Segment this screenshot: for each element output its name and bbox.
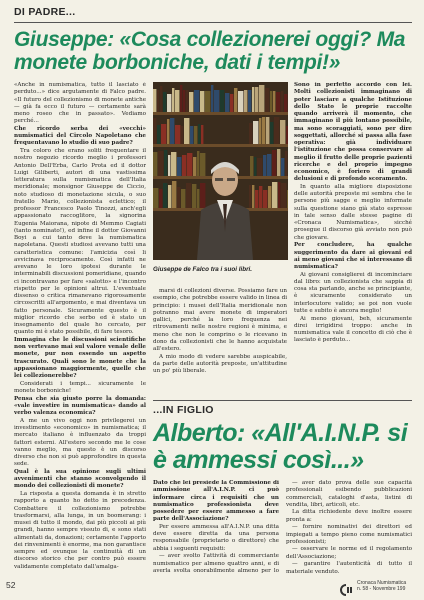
book-spine [180, 85, 182, 112]
section-divider [14, 22, 412, 23]
book-spine [281, 91, 283, 112]
book-spine [270, 91, 272, 112]
book-spine [267, 154, 271, 176]
interview-answer: Tra coloro che erano soliti frequentare il nostro negozio ricordo meglio i professori Antonio Dell'Erba, Carlo Prota ed il dottor Luigi Giliberti, autori di una vastissima letteratura sulla numismatica dell'Italia meridionale; monsignor Giuseppe de Ciccio, noto studioso di monetazione sicula, o suo fratello Mario, collezionista eclettico; il professor Francesco Paolo Tinozzi, anch'egli appassionato raccoglitore, la signorina Eugenia Maiorana, nipote di Memmo Cagiati (tanto nominato!), ed infine il dottor Giovanni Boyi a cui tanto deve la numismatica napoletana. Questi studiosi avevano tutti una caratteristica comune: l'amicizia così li avvicinava reciprocamente. Così infatti ne avevano le loro ipotesi durante le interminabili discussioni pomeridiane, quando ci incontravano per fare «salotto» e l'incontro rispetto per le opinioni altrui. L'eventuale dissenso o critica rimanevano rigorosamente circoscritti all'argomento, e mai diventava un fatto personale. Sicuramente questo è il miglior ricordo che serbo ed è stato un insegnamento del quale ho cercato, per quanto mi è stato possibile, di fare tesoro. [14, 148, 146, 336]
book-spine [262, 117, 265, 144]
book-spine [270, 122, 273, 144]
interview-answer: — osservare le norme ed il regolamento dell'Associazione; [286, 546, 412, 560]
page-number: 52 [6, 580, 16, 590]
book-spine [168, 155, 170, 176]
footer-magazine-name: Cronaca Numismatica [357, 580, 407, 586]
book-spine [286, 126, 288, 144]
book-spine [153, 118, 156, 144]
book-spine [259, 186, 262, 208]
book-spine [252, 185, 254, 208]
book-spine [274, 117, 279, 144]
book-spine [285, 151, 287, 176]
book-spine [200, 153, 205, 176]
interview-answer: — aver svolto l'attività di commerciante numismatico per almeno quattro anni, e di averla svolta onorabilmente almeno per lo [153, 553, 279, 574]
book-spine [181, 189, 185, 208]
article2-column-1 [153, 480, 279, 575]
interview-question: Sono in perfetto accordo con lei. Molti collezionisti immaginano di poter lasciare a qualche Istituzione dello Stato le proprie raccolte quando arriverà il momento, che immaginano il più lontano possibile, ma sono scoraggiati, sono per dire soggettati, allorché si passa alla fase operativa: già individuare l'istituzione che possa conservare al meglio il frutto delle proprie pazienti ricerche e del proprio impegno economico, è foriero di grandi delusioni e di profondo scoramento. [294, 82, 412, 183]
book-spine [153, 89, 156, 112]
book-spine [161, 124, 166, 144]
book-spine [244, 90, 247, 112]
book-spine [200, 91, 204, 112]
book-spine [153, 188, 158, 208]
interview-question: Immagina che le discussioni scientifiche non vertevano mai sul valore venale delle monete, pur non essendo un aspetto trascurato. Quali sono le monete che la appassionano maggiormente, quelle che lei collezionerebbe? [14, 336, 146, 380]
footer-issue: n. 58 - Novembre 199 [357, 586, 406, 592]
book-spine [201, 125, 203, 144]
article1-column-3 [294, 82, 412, 396]
book-spine [153, 152, 157, 176]
book-spine [192, 184, 196, 208]
book-spine [172, 181, 176, 208]
interview-answer: A mio modo di vedere sarebbe auspicabile, da parte delle autorità preposte, un'attitudine un po' più liberale. [153, 353, 287, 375]
book-spine [175, 90, 179, 112]
book-spine [255, 87, 258, 112]
book-spine [254, 157, 256, 176]
book-spine [266, 117, 269, 144]
interview-answer: In quanto alla migliore disposizione delle autorità preposte mi sembra che le persone più sagge e meglio informate sulla questione siano già stato espresse in tale senso dalle stesse pagine di «Cronaca Numismatica», sicché prosegue il discorso già avviato non può che giovare. [294, 183, 412, 241]
book-spine [234, 88, 237, 112]
book-spine [194, 90, 199, 112]
book-spine [249, 185, 251, 208]
interview-answer: Considerati i tempi... sicuramente le monete borboniche! [14, 380, 146, 395]
book-spine [171, 152, 176, 176]
book-spine [248, 90, 251, 112]
book-spine [284, 94, 287, 112]
book-spine [157, 90, 159, 112]
interview-answer: Ai giovani consiglierei di incominciare dal libro: un collezionista che sappia di cosa sta parlando, anche se principiante, è sicuramente considerato un interlocutore valido; se poi non vuole tutte e subito è ancora meglio! [294, 271, 412, 314]
book-spine [214, 90, 219, 112]
book-spine [172, 88, 174, 112]
book-spine [190, 126, 193, 144]
section-label-di-padre: DI PADRE... [14, 6, 76, 18]
book-spine [257, 158, 262, 176]
book-spine [197, 151, 199, 176]
book-spine [272, 150, 276, 176]
book-spine [259, 85, 264, 112]
book-spine [187, 153, 192, 176]
book-spine [253, 121, 258, 144]
book-spine [255, 190, 258, 208]
book-spine [181, 126, 183, 144]
book-spine [281, 158, 284, 176]
book-spine [168, 185, 171, 208]
article1-column-2 [153, 288, 287, 394]
interview-answer: Per essere ammessa all'A.I.N.P. una ditta deve essere diretta da una persona responsabile (proprietario o direttore) che abbia i seguenti requisiti: [153, 523, 279, 552]
book-spine [280, 120, 285, 144]
book-spine [158, 151, 163, 176]
book-spine [281, 183, 286, 208]
book-spine [197, 189, 199, 208]
book-spine [225, 93, 229, 112]
photo-giuseppe-de-falco [153, 82, 288, 260]
interview-answer: La ditta richiedente deve inoltre essere pronta a: [286, 509, 412, 523]
book-spine [211, 85, 213, 112]
book-spine [182, 155, 186, 176]
book-spine [183, 90, 185, 112]
interview-question: Qual è la sua opinione sugli ultimi avvenimenti che stanno sconvolgendo il mondo dei collezionisti di monete? [14, 468, 146, 490]
book-spine [164, 150, 167, 176]
book-spine [163, 92, 166, 112]
interview-question: Che ricordo serba dei «vecchi» numismatici del Circolo Napoletano che frequentavano lo studio di suo padre? [14, 125, 146, 147]
book-spine [272, 182, 277, 208]
book-spine [163, 183, 167, 208]
article2-column-2 [286, 480, 412, 575]
book-spine [167, 94, 171, 112]
book-spine [189, 92, 193, 112]
book-spine [278, 182, 280, 208]
section-label-in-figlio: ...IN FIGLIO [153, 404, 214, 416]
article-lead: «Anche in numismatica, tutto il lasciato è perduto...» dice argutamente di Falco padre. «Il futuro del collezionismo di monete antiche — già fa ecco il futuro — certamente sarà meno roseo che in passato». Vediamo perché... [14, 82, 146, 125]
section-divider-bottom [153, 400, 412, 401]
book-spine [170, 118, 174, 144]
book-spine [263, 155, 266, 176]
interview-answer: — aver dato prova delle sue capacità professionali esibendo pubblicazioni commerciali, cataloghi d'asta, listini di vendita, libri, articoli, etc. [286, 480, 412, 508]
photo-caption: Giuseppe de Falco tra i suoi libri. [153, 266, 253, 273]
book-spine [249, 123, 252, 144]
book-spine [159, 189, 162, 208]
book-spine [276, 92, 280, 112]
book-spine [263, 190, 267, 208]
book-spine [177, 187, 180, 208]
article-title-giuseppe: Giuseppe: «Cosa collezionerei oggi? Ma monete borboniche, dati i tempi!» [14, 28, 406, 74]
book-spine [157, 125, 160, 144]
book-spine [268, 186, 271, 208]
book-spine [198, 124, 200, 144]
interview-question: Dato che lei presiede la Commissione di ammissione all'A.I.N.P. ci può informare circa i requisiti che un numismatico professionista deve possedere per essere ammesso a fare parte dell'Associazione? [153, 480, 279, 523]
book-spine [205, 91, 210, 112]
book-spine [193, 157, 196, 176]
book-spine [273, 91, 275, 112]
interview-answer: La risposta a questa domanda è in stretto rapporto a quanto ho detto in precedenza. Combattere il collezionismo potrebbe trasformarsi, alla lunga, in un boomerang: i musei di tutto il mondo, dai più piccoli ai più grandi, hanno sempre vissuto di, e sono stati alimentati da, donazioni; certamente l'apporto dei rinvenimenti è enorme, ma non garantisce sempre ed ovunque la continuità di un discorso storico che per contro può essere validamente completato dall'amalga- [14, 491, 146, 570]
book-spine [186, 90, 188, 112]
book-spine [230, 94, 233, 112]
interview-question: Per concludere, ha qualche suggerimento da dare ai giovani ed ai meno giovani che si interessano di numismatica? [294, 242, 412, 271]
interview-answer: Ai meno giovani, beh, sicuramente direi irrigidirsi troppo: anche in numismatica vale il concetto di ciò che è lasciato è perduto... [294, 315, 412, 344]
interview-answer: A me un vivo oggi non privilegerei un investimento «economico» in numismatica; il mercato italiano è influenzato da troppi fattori esterni. All'estero secondo me le cose vanno meglio, ma questo è un discorso diverso che non si può approfondire in questa sede. [14, 417, 146, 468]
book-spine [250, 156, 253, 176]
footer-magazine-info [357, 580, 421, 592]
book-spine [175, 125, 180, 144]
book-spine [277, 149, 280, 176]
book-spine [265, 88, 269, 112]
book-spine [160, 86, 162, 112]
book-spine [186, 183, 191, 208]
interview-question: Pensa che sia giusto porre la domanda: «vale investire in numismatica» dando al verbo valenza economica? [14, 395, 146, 417]
interview-answer: — garantire l'autenticità di tutto il materiale venduto. [286, 561, 412, 575]
book-spine [167, 119, 169, 144]
book-spine [252, 87, 254, 112]
bookshelf-photo-illustration [153, 82, 288, 260]
article-title-alberto: Alberto: «All'A.I.N.P. si è ammessi così...» [153, 419, 408, 474]
book-spine [238, 91, 243, 112]
book-spine [194, 126, 197, 144]
book-spine [220, 90, 224, 112]
interview-answer: marsi di collezioni diverse. Possiamo fare un esempio, che potrebbe essere valido in linea di principio: i musei dell'Italia meridionale non potranno mai avere monete di imperatori gallici, perché la loro frequenza nei ritrovamenti nelle nostre regioni è minima, e meno che non le comprino o le ricevano in dono da collezionisti che le hanno acquistate all'estero. [153, 288, 287, 352]
interview-answer: — fornire nominativi dei direttori ed impiegati a tempo pieno come numismatici professionisti; [286, 524, 412, 545]
book-spine [200, 183, 205, 208]
book-spine [177, 157, 181, 176]
book-spine [287, 190, 288, 208]
book-spine [184, 118, 189, 144]
book-spine [259, 118, 261, 144]
magazine-logo-icon [337, 581, 355, 593]
article1-column-1 [14, 82, 146, 570]
